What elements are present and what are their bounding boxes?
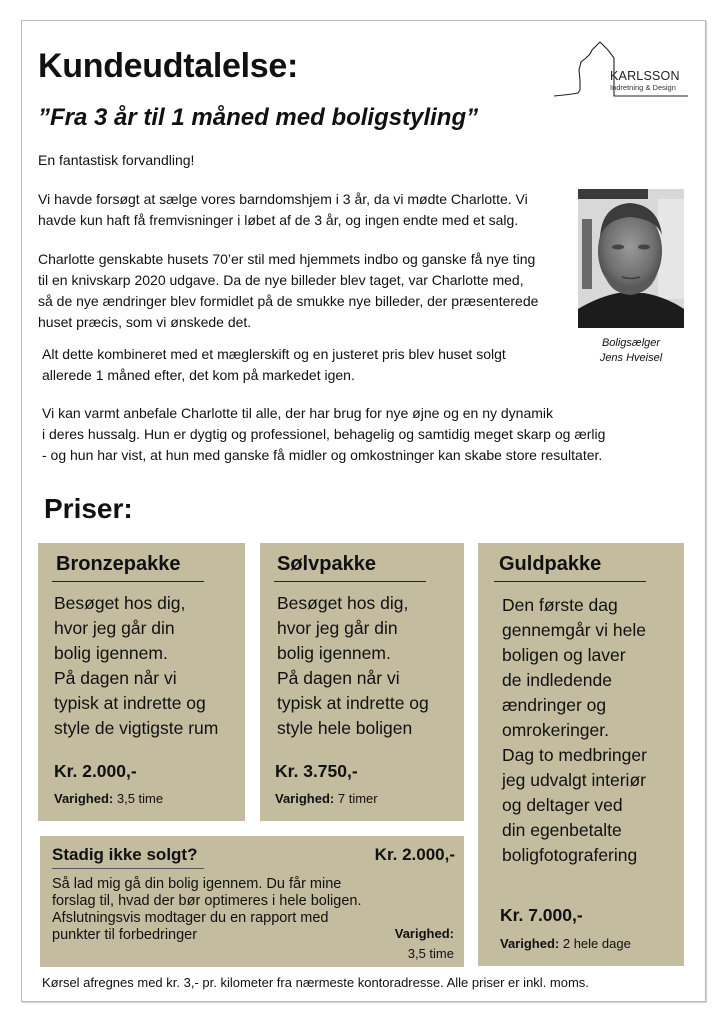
- testimonial-line: havde kun haft få fremvisninger i løbet af de 3 år, og ingen endte med et salg.: [38, 212, 519, 228]
- description-line: jeg udvalgt interiør: [502, 770, 646, 790]
- testimonial-line: En fantastisk forvandling!: [38, 152, 195, 168]
- package-duration: [54, 791, 163, 806]
- description-line: bolig igennem.: [277, 643, 391, 663]
- package-name: Bronzepakke: [56, 553, 181, 575]
- page-subtitle: ”Fra 3 år til 1 måned med boligstyling”: [38, 104, 479, 131]
- testimonial-line: Vi kan varmt anbefale Charlotte til alle, der har brug for nye øjne og en ny dynamik: [42, 405, 554, 421]
- testimonial-paragraph-1: [38, 150, 194, 171]
- testimonial-line: Vi havde forsøgt at sælge vores barndomshjem i 3 år, da vi mødte Charlotte. Vi: [38, 191, 528, 207]
- description-line: Besøget hos dig,: [277, 593, 409, 613]
- description-line: gennemgår vi hele: [502, 620, 646, 640]
- package-duration: [500, 936, 631, 951]
- testimonial-paragraph-4: [42, 344, 506, 386]
- package-price: Kr. 2.000,-: [54, 761, 137, 781]
- package-name: Guldpakke: [499, 553, 602, 575]
- testimonial-line: så de nye ændringer blev formidlet på de smukke nye billeder, der præsenterede: [38, 293, 539, 309]
- description-line: Besøget hos dig,: [54, 593, 186, 613]
- description-line: Dag to medbringer: [502, 745, 647, 765]
- description-line: Afslutningsvis modtager du en rapport med: [52, 910, 329, 926]
- duration-label: Varighed:: [275, 791, 335, 806]
- duration-value: 7 timer: [334, 791, 378, 806]
- description-line: og deltager ved: [502, 795, 623, 815]
- testimonial-line: til en knivskarp 2020 udgave. Da de nye billeder blev taget, var Charlotte med,: [38, 272, 524, 288]
- description-line: punkter til forbedringer: [52, 927, 198, 943]
- testimonial-paragraph-2: [38, 189, 528, 231]
- description-line: din egenbetalte: [502, 820, 622, 840]
- package-name: Stadig ikke solgt?: [52, 845, 198, 864]
- package-description: [52, 876, 362, 944]
- logo-name: KARLSSON: [610, 69, 680, 83]
- caption-name: Jens Hveisel: [599, 352, 663, 364]
- duration-label: Varighed:: [394, 926, 454, 941]
- package-description: [277, 591, 429, 741]
- duration-value: 3,5 time: [113, 791, 164, 806]
- package-name: Sølvpakke: [277, 553, 376, 575]
- photo-caption: [578, 336, 684, 366]
- description-line: omrokeringer.: [502, 720, 609, 740]
- package-description: [54, 591, 218, 741]
- testimonial-line: - og hun har vist, at hun med ganske få midler og omkostninger kan skabe store resultater.: [42, 447, 603, 463]
- package-price: Kr. 3.750,-: [275, 761, 358, 781]
- description-line: Den første dag: [502, 595, 618, 615]
- package-description: [502, 593, 647, 868]
- title-underline: [274, 581, 426, 582]
- description-line: style hele boligen: [277, 718, 413, 738]
- package-card-extra: [40, 836, 464, 967]
- duration-value: 2 hele dage: [559, 936, 631, 951]
- testimonial-line: Alt dette kombineret med et mæglerskift og en justeret pris blev huset solgt: [42, 346, 506, 362]
- caption-role: Boligsælger: [601, 337, 661, 349]
- description-line: boligfotografering: [502, 845, 638, 865]
- description-line: ændringer og: [502, 695, 607, 715]
- duration-label: Varighed:: [500, 936, 560, 951]
- description-line: de indledende: [502, 670, 612, 690]
- description-line: bolig igennem.: [54, 643, 168, 663]
- package-price: Kr. 2.000,-: [374, 845, 455, 864]
- title-underline: [52, 581, 204, 582]
- testimonial-line: allerede 1 måned efter, det kom på markedet igen.: [42, 367, 355, 383]
- description-line: hvor jeg går din: [54, 618, 175, 638]
- page-title: Kundeudtalelse:: [38, 47, 298, 85]
- description-line: På dagen når vi: [277, 668, 400, 688]
- testimonial-line: huset præcis, som vi ønskede det.: [38, 314, 252, 330]
- description-line: style de vigtigste rum: [54, 718, 219, 738]
- title-underline: [494, 581, 646, 582]
- company-logo: [548, 40, 688, 100]
- description-line: Så lad mig gå din bolig igennem. Du får mine: [52, 876, 342, 892]
- package-card-bronze: [38, 543, 245, 821]
- package-card-gold: [478, 543, 684, 966]
- testimonial-paragraph-3: [38, 249, 538, 333]
- package-card-silver: [260, 543, 464, 821]
- title-underline: [52, 868, 204, 869]
- duration-label: Varighed:: [54, 791, 114, 806]
- pricing-heading: Priser:: [44, 493, 133, 524]
- description-line: boligen og laver: [502, 645, 626, 665]
- description-line: hvor jeg går din: [277, 618, 398, 638]
- duration-value: 3,5 time: [407, 946, 454, 961]
- description-line: typisk at indrette og: [54, 693, 206, 713]
- description-line: typisk at indrette og: [277, 693, 429, 713]
- description-line: På dagen når vi: [54, 668, 177, 688]
- testimonial-paragraph-5: [42, 403, 605, 466]
- package-price: Kr. 7.000,-: [500, 905, 583, 925]
- testimonial-line: Charlotte genskabte husets 70’er stil med hjemmets indbo og ganske få nye ting: [38, 251, 536, 267]
- footer-note: Kørsel afregnes med kr. 3,- pr. kilometer fra nærmeste kontoradresse. Alle priser er inkl. moms.: [42, 975, 589, 990]
- portrait-photo: [578, 189, 684, 328]
- description-line: forslag til, hvad der bør optimeres i hele boligen.: [52, 893, 362, 909]
- testimonial-line: i deres hussalg. Hun er dygtig og professionel, behagelig og samtidig meget skarp og ærlig: [42, 426, 606, 442]
- logo-tagline: Indretning & Design: [610, 83, 676, 92]
- package-duration: [275, 791, 378, 806]
